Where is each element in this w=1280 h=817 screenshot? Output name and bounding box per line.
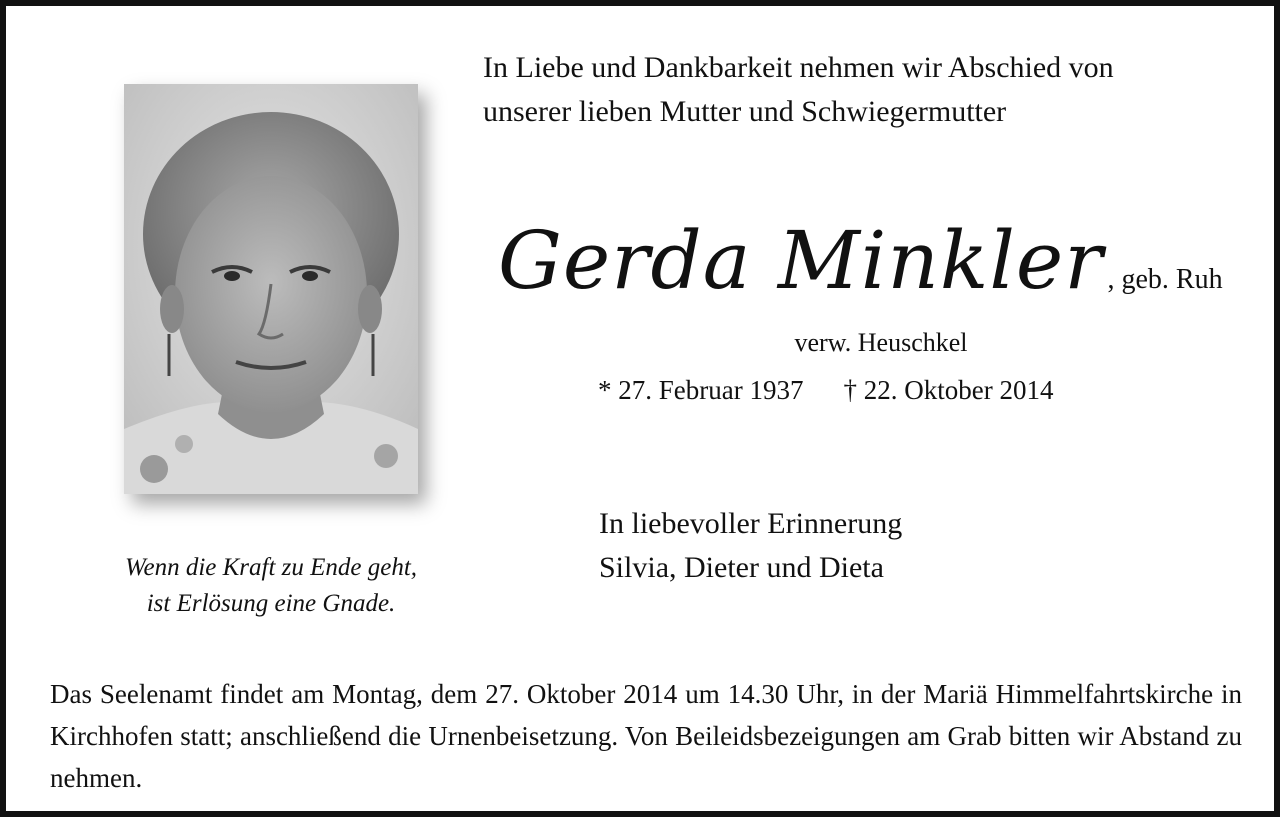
mourners-names: Silvia, Dieter und Dieta	[599, 551, 884, 584]
intro-text	[483, 46, 1253, 134]
portrait-image	[124, 84, 418, 494]
deceased-name: Gerda Minkler	[498, 214, 1104, 307]
portrait-photo	[124, 84, 418, 494]
quote-line-1: Wenn die Kraft zu Ende geht,	[124, 554, 418, 581]
funeral-service-info	[50, 673, 1242, 799]
life-dates	[598, 372, 1158, 408]
remembrance-block	[599, 502, 1199, 590]
birth-date: * 27. Februar 1937	[598, 375, 804, 405]
remembrance-heading: In liebevoller Erinnerung	[599, 507, 903, 540]
intro-line-1: In Liebe und Dankbarkeit nehmen wir Abschied von	[483, 51, 1114, 84]
quote-line-2: ist Erlösung eine Gnade.	[146, 590, 396, 617]
service-text: Das Seelenamt findet am Montag, dem 27. Oktober 2014 um 14.30 Uhr, in der Mariä Himmelfahrtskirche in Kirchhofen statt; anschließend die Urnenbeisetzung. Von Beileidsbezeigungen am Grab bitten wir Abstand zu nehmen.	[50, 679, 1242, 793]
death-date: † 22. Oktober 2014	[843, 375, 1054, 405]
deceased-name-line	[498, 206, 1258, 326]
intro-line-2: unserer lieben Mutter und Schwiegermutter	[483, 95, 1007, 128]
memorial-quote	[66, 550, 476, 622]
widowed-name: verw. Heuschkel	[794, 328, 968, 357]
birth-name: , geb. Ruh	[1107, 264, 1223, 295]
